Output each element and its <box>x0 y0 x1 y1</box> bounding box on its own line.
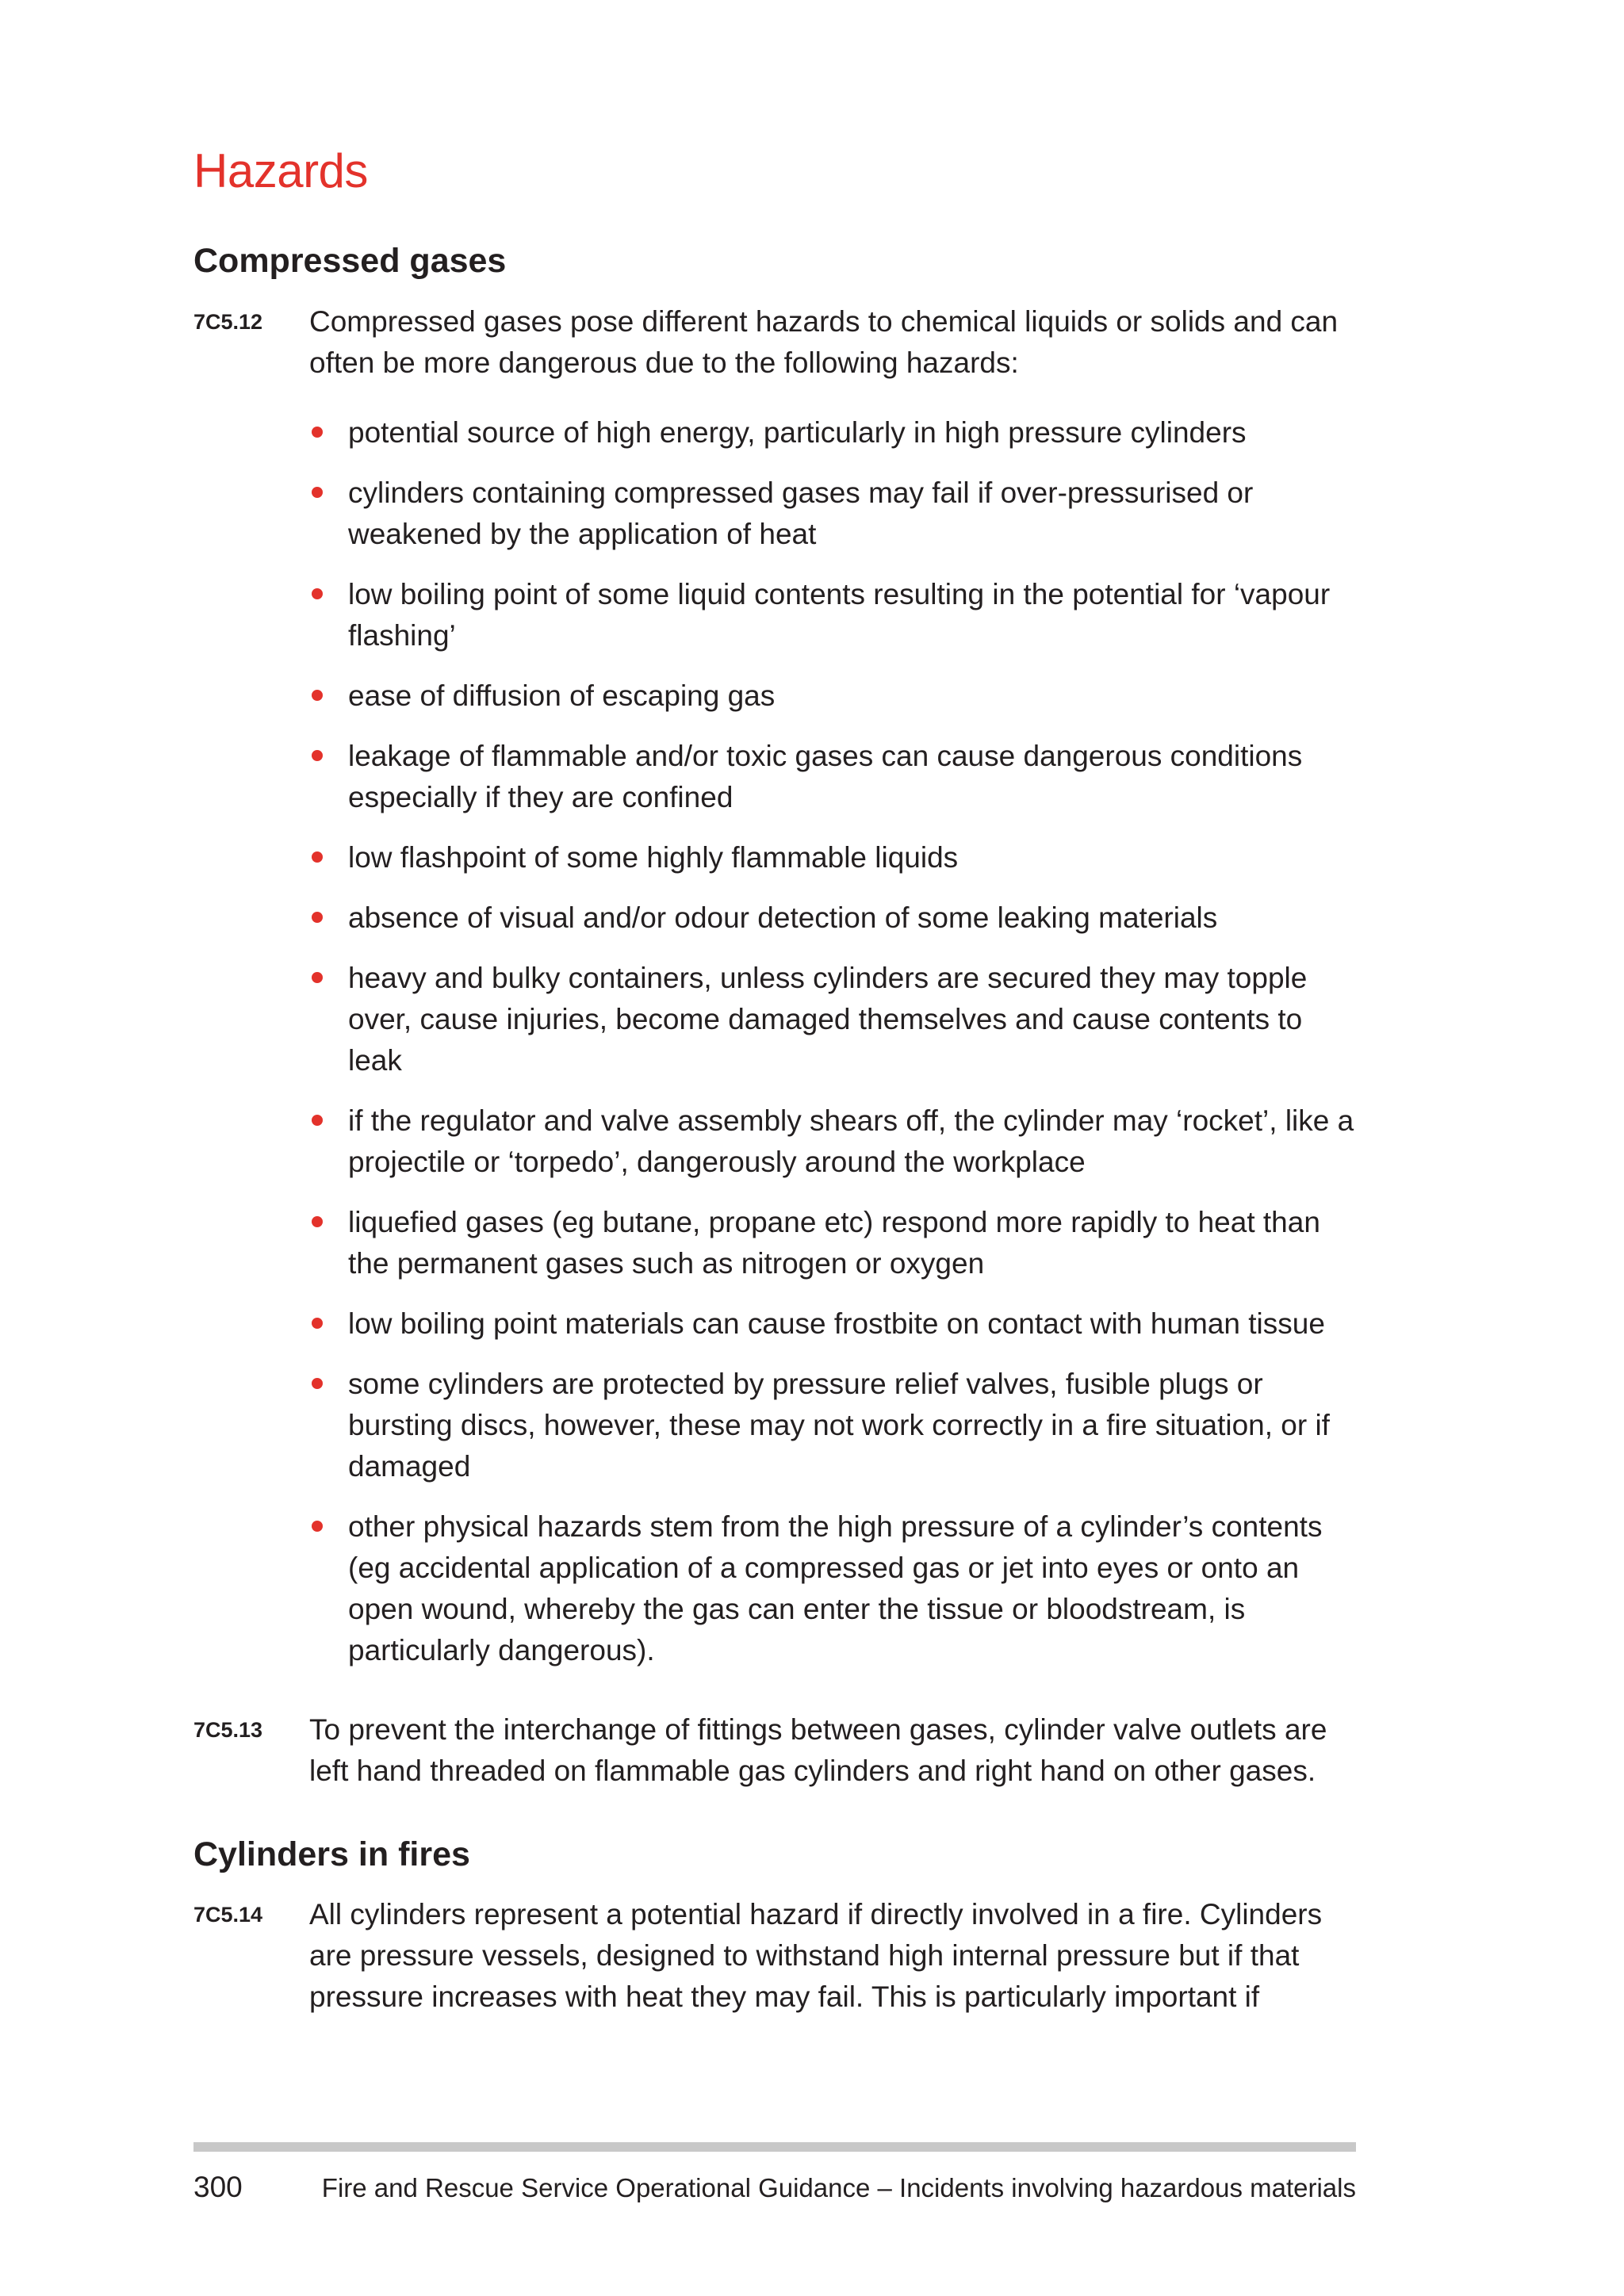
list-item-text: ease of diffusion of escaping gas <box>348 679 776 712</box>
section-heading-cylinders-in-fires: Cylinders in fires <box>193 1835 470 1873</box>
list-item-text: liquefied gases (eg butane, propane etc) respond more rapidly to heat than the permanent gases such as nitrogen or oxygen <box>348 1205 1320 1280</box>
bullet-dot-icon <box>312 851 323 863</box>
list-item-text: some cylinders are protected by pressure relief valves, fusible plugs or bursting discs, however, these may not work correctly in a fire situation, or if damaged <box>348 1367 1330 1483</box>
paragraph-body <box>309 1894 1359 2018</box>
bullet-dot-icon <box>312 427 323 438</box>
list-item <box>309 675 1359 717</box>
list-item <box>309 1100 1359 1183</box>
paragraph-text: To prevent the interchange of fittings between gases, cylinder valve outlets are left hand threaded on flammable gas cylinders and right hand on other gases. <box>309 1712 1327 1787</box>
list-item <box>309 736 1359 818</box>
bullet-dot-icon <box>312 750 323 761</box>
bullet-dot-icon <box>312 912 323 923</box>
list-item <box>309 1303 1359 1345</box>
bullet-dot-icon <box>312 1521 323 1532</box>
bullet-dot-icon <box>312 1318 323 1329</box>
list-item-text: other physical hazards stem from the high pressure of a cylinder’s contents (eg accidental application of a compressed gas or jet into eyes or onto an open wound, whereby the gas can enter the tissue or bloodstream, is particularly dangerous). <box>348 1510 1323 1667</box>
paragraph-number: 7C5.13 <box>193 1717 263 1742</box>
paragraph-number: 7C5.12 <box>193 309 263 334</box>
paragraph-body <box>309 301 1359 1690</box>
list-item-text: heavy and bulky containers, unless cylinders are secured they may topple over, cause injuries, become damaged themselves and cause contents to leak <box>348 961 1308 1077</box>
document-page <box>193 143 1359 2018</box>
list-item-text: low boiling point of some liquid contents resulting in the potential for ‘vapour flashing’ <box>348 577 1331 652</box>
bullet-dot-icon <box>312 487 323 498</box>
list-item-text: if the regulator and valve assembly shears off, the cylinder may ‘rocket’, like a projectile or ‘torpedo’, dangerously around the workplace <box>348 1104 1354 1178</box>
footer-document-title: Fire and Rescue Service Operational Guidance – Incidents involving hazardous materials <box>321 2173 1356 2202</box>
bullet-dot-icon <box>312 588 323 599</box>
list-item <box>309 958 1359 1081</box>
list-item <box>309 1202 1359 1284</box>
list-item <box>309 837 1359 878</box>
page-title: Hazards <box>193 144 368 197</box>
list-item-text: cylinders containing compressed gases may fail if over-pressurised or weakened by the application of heat <box>348 476 1254 550</box>
list-item <box>309 1364 1359 1487</box>
footer-rule <box>193 2142 1356 2152</box>
bullet-dot-icon <box>312 1115 323 1126</box>
paragraph-7c5-13 <box>193 1709 1359 1792</box>
list-item <box>309 1506 1359 1671</box>
paragraph-text: Compressed gases pose different hazards to chemical liquids or solids and can often be more dangerous due to the following hazards: <box>309 304 1339 379</box>
list-item <box>309 897 1359 939</box>
bullet-dot-icon <box>312 1378 323 1389</box>
paragraph-number: 7C5.14 <box>193 1903 263 1927</box>
bullet-dot-icon <box>312 972 323 983</box>
section-heading-compressed-gases: Compressed gases <box>193 242 507 280</box>
list-item <box>309 574 1359 656</box>
list-item <box>309 412 1359 453</box>
list-item-text: absence of visual and/or odour detection of some leaking materials <box>348 901 1218 934</box>
list-item-text: low flashpoint of some highly flammable liquids <box>348 840 959 874</box>
list-item-text: leakage of flammable and/or toxic gases can cause dangerous conditions especially if they are confined <box>348 739 1303 813</box>
paragraph-7c5-12 <box>193 301 1359 1690</box>
paragraph-text: All cylinders represent a potential hazard if directly involved in a fire. Cylinders are pressure vessels, designed to withstand high internal pressure but if that pressure increases with heat they may fail. This is particularly important if <box>309 1898 1323 2014</box>
hazard-bullet-list <box>309 412 1359 1671</box>
paragraph-body <box>309 1709 1359 1792</box>
list-item <box>309 473 1359 555</box>
list-item-text: potential source of high energy, particularly in high pressure cylinders <box>348 415 1247 449</box>
bullet-dot-icon <box>312 690 323 701</box>
page-number: 300 <box>193 2171 243 2203</box>
paragraph-7c5-14 <box>193 1894 1359 2018</box>
page-footer <box>193 2171 1356 2204</box>
list-item-text: low boiling point materials can cause frostbite on contact with human tissue <box>348 1307 1325 1340</box>
bullet-dot-icon <box>312 1216 323 1227</box>
